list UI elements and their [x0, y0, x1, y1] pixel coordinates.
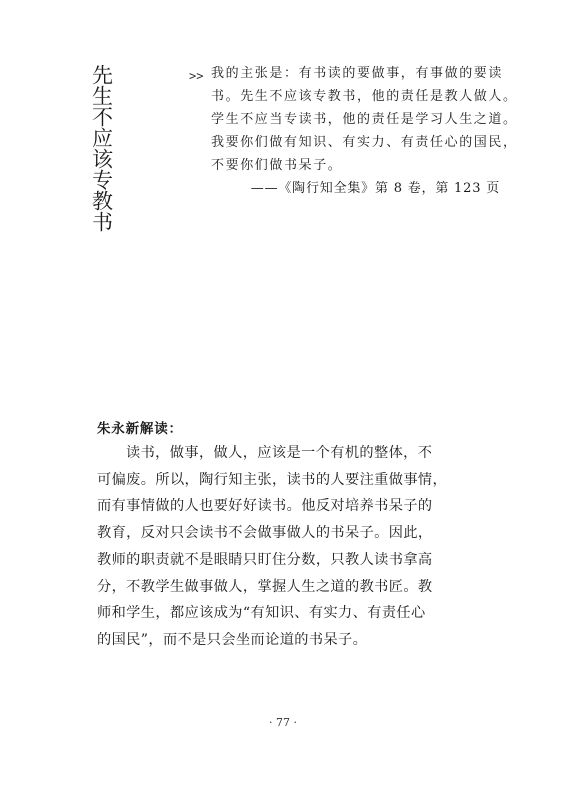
- quote-source: ——《陶行知全集》第 8 卷，第 123 页: [250, 181, 500, 196]
- commentary-body: [97, 440, 448, 654]
- page-number: · 77 ·: [269, 716, 297, 729]
- commentary-line: 教育，反对只会读书不会做事做人的书呆子。因此，: [97, 525, 433, 542]
- quote-line: 书。先生不应该专教书，他的责任是教人做人。: [211, 89, 518, 104]
- quote-marker: >>: [189, 69, 204, 83]
- quote-block: [211, 62, 518, 177]
- commentary-line: 可偏废。所以，陶行知主张，读书的人要注重做事情，: [97, 471, 448, 488]
- quote-line: 我的主张是：有书读的要做事，有事做的要读: [211, 66, 504, 81]
- commentary-line: 读书，做事，做人，应该是一个有机的整体，不: [126, 445, 433, 461]
- commentary-line: 教师的职责就不是眼睛只盯住分数，只教人读书拿高: [97, 551, 433, 568]
- quote-line: 学生不应当专读书，他的责任是学习人生之道。: [211, 112, 518, 127]
- commentary-line: 的国民”，而不是只会坐而论道的书呆子。: [97, 631, 368, 648]
- side-title: 先生不应该专教书: [89, 64, 114, 232]
- commentary-heading: 朱永新解读：: [97, 421, 183, 437]
- commentary-line: 分，不教学生做事做人，掌握人生之道的教书匠。教: [97, 578, 433, 595]
- quote-line: 不要你们做书呆子。: [211, 158, 343, 173]
- quote-line: 我要你们做有知识、有实力、有责任心的国民，: [211, 135, 518, 150]
- commentary-line: 师和学生，都应该成为“有知识、有实力、有责任心: [97, 605, 426, 622]
- commentary-line: 而有事情做的人也要好好读书。他反对培养书呆子的: [97, 498, 433, 515]
